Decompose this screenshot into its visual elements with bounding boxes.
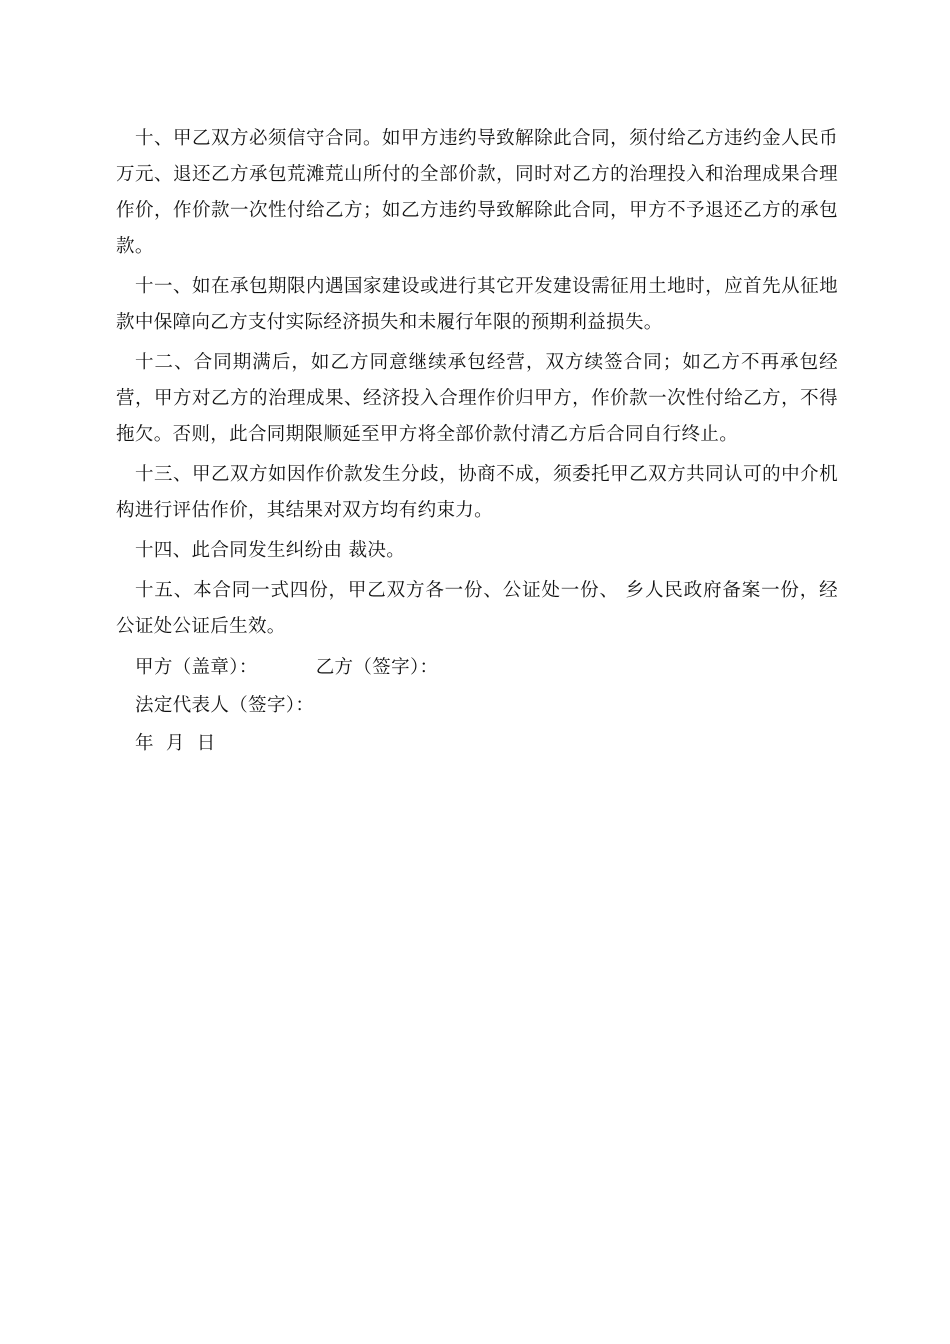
clause-14: 十四、此合同发生纠纷由 裁决。 — [135, 540, 406, 561]
party-a-seal-label: 甲方（盖章）： — [135, 657, 258, 678]
clause-10: 十、甲乙双方必须信守合同。如甲方违约导致解除此合同，须付给乙方违约金人民币 万元、退还乙方承包荒滩荒山所付的全部价款，同时对乙方的治理投入和治理成果合理作价，作价款一次性付给乙方；如乙方违约导致解除此合同，甲方不予退还乙方的承包款。 — [116, 128, 838, 257]
clause-12: 十二、合同期满后，如乙方同意继续承包经营，双方续签合同；如乙方不再承包经营，甲方对乙方的治理成果、经济投入合理作价归甲方，作价款一次性付给乙方，不得拖欠。否则，此合同期限顺延至甲方将全部价款付清乙方后合同自行终止。 — [116, 352, 838, 445]
legal-rep-sign-label: 法定代表人（签字）： — [135, 695, 315, 716]
signature-row-parties — [116, 649, 838, 687]
date-month-label: 月 — [165, 733, 185, 754]
party-b-sign-label: 乙方（签字）： — [315, 657, 439, 678]
date-year-label: 年 — [135, 733, 154, 754]
clause-11: 十一、如在承包期限内遇国家建设或进行其它开发建设需征用土地时，应首先从征地款中保障向乙方支付实际经济损失和未履行年限的预期利益损失。 — [116, 276, 838, 333]
clause-15: 十五、本合同一式四份，甲乙双方各一份、公证处一份、 乡人民政府备案一份，经公证处公证后生效。 — [116, 580, 838, 637]
date-row — [116, 725, 838, 763]
clause-13: 十三、甲乙双方如因作价款发生分歧，协商不成，须委托甲乙双方共同认可的中介机构进行评估作价，其结果对双方均有约束力。 — [116, 464, 838, 521]
date-day-label: 日 — [196, 733, 216, 754]
contract-body — [116, 121, 838, 763]
signature-row-legal-rep — [116, 687, 838, 725]
